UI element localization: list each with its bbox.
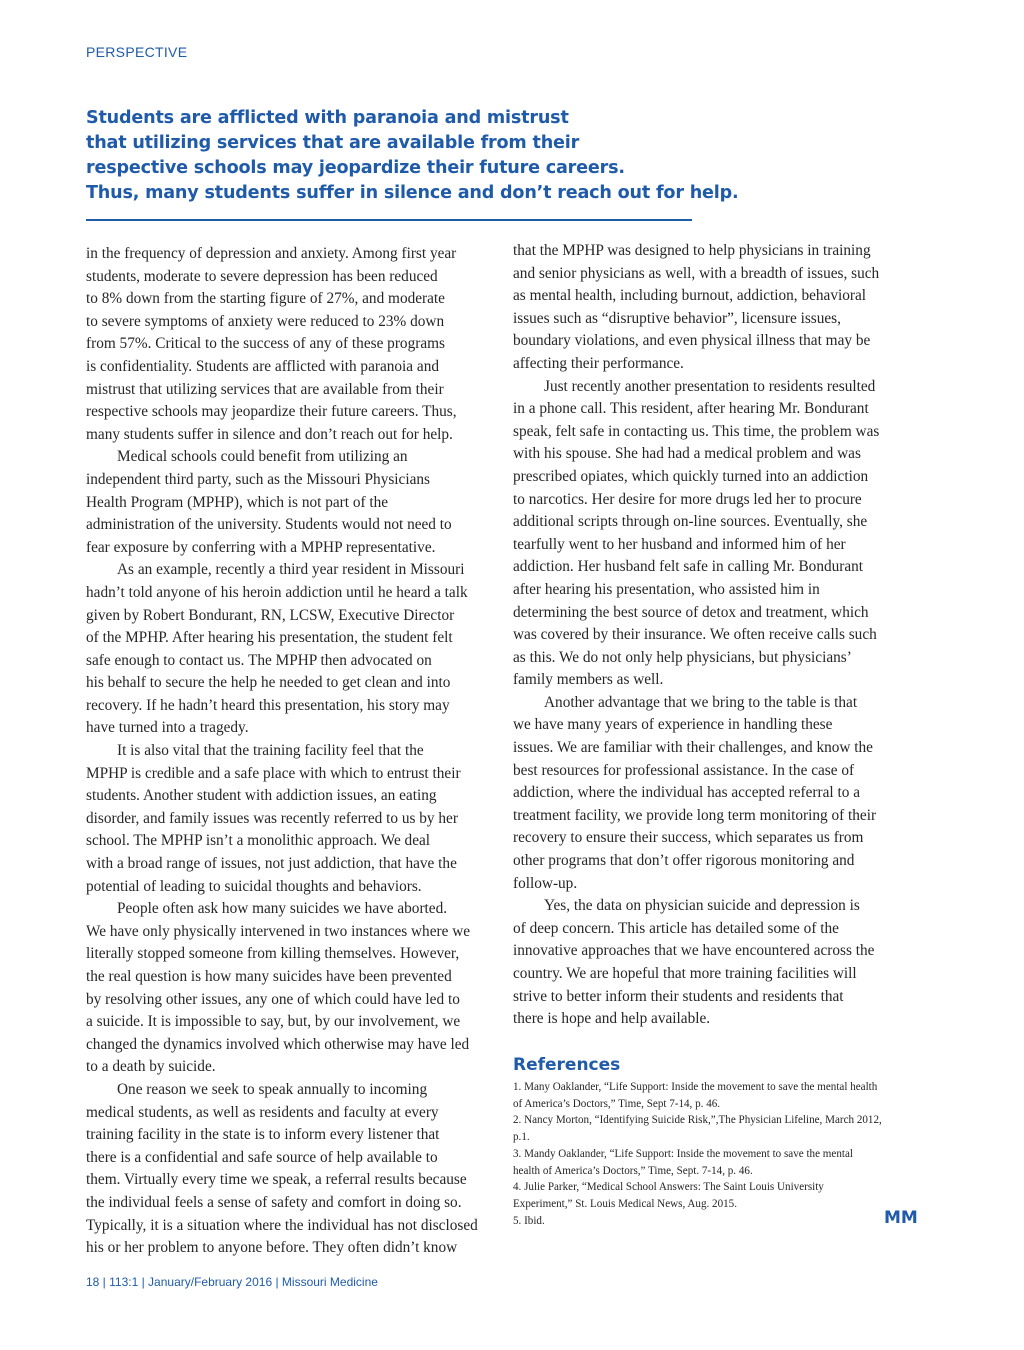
text-line: Typically, it is a situation where the individual has not disclosed [86, 1216, 478, 1234]
text-line: addiction, where the individual has accepted referral to a [513, 784, 860, 802]
text-line: with a broad range of issues, not just addiction, that have the [86, 855, 457, 873]
text-line: Health Program (MPHP), which is not part of the [86, 493, 389, 511]
text-line: to a death by suicide. [86, 1058, 216, 1076]
end-mark: MM [884, 1208, 918, 1228]
text-line: his behalf to secure the help he needed to get clean and into [86, 674, 451, 692]
text-line: from 57%. Critical to the success of any of these programs [86, 335, 445, 353]
text-line: many students suffer in silence and don’t reach out for help. [86, 425, 453, 443]
text-line: them. Virtually every time we speak, a referral results because [86, 1171, 467, 1189]
text-line: People often ask how many suicides we have aborted. [117, 900, 448, 918]
text-line: best resources for professional assistance. In the case of [513, 761, 855, 779]
text-line: follow-up. [513, 874, 578, 892]
text-line: fear exposure by conferring with a MPHP representative. [86, 538, 436, 556]
text-line: innovative approaches that we have encountered across the [513, 942, 875, 960]
text-line: a suicide. It is impossible to say, but, by our involvement, we [86, 1013, 461, 1031]
reference-line: 3. Mandy Oaklander, “Life Support: Inside the movement to save the mental [513, 1147, 853, 1160]
section-label: PERSPECTIVE [86, 44, 188, 60]
text-line: mistrust that utilizing services that are available from their [86, 380, 444, 398]
text-line: after hearing his presentation, who assisted him in [513, 580, 820, 598]
text-line: school. The MPHP isn’t a monolithic approach. We deal [86, 832, 431, 850]
text-line: of the MPHP. After hearing his presentation, the student felt [86, 629, 453, 647]
pullquote-line: Students are afflicted with paranoia and mistrust [86, 108, 569, 128]
text-line: recovery. If he hadn’t heard this presentation, his story may [86, 696, 450, 714]
text-line: that the MPHP was designed to help physicians in training [513, 242, 871, 259]
right-column [513, 240, 925, 1031]
text-line: issues. We are familiar with their challenges, and know the [513, 739, 873, 757]
text-line: It is also vital that the training facility feel that the [117, 742, 424, 760]
text-line: Yes, the data on physician suicide and depression is [544, 897, 860, 915]
text-line: We have only physically intervened in two instances where we [86, 922, 471, 940]
text-line: country. We are hopeful that more training facilities will [513, 965, 857, 982]
text-line: in a phone call. This resident, after hearing Mr. Bondurant [513, 400, 869, 418]
text-line: As an example, recently a third year resident in Missouri [117, 561, 465, 579]
text-line: and senior physicians as well, with a breadth of issues, such [513, 264, 880, 282]
text-line: Another advantage that we bring to the table is that [544, 693, 858, 711]
page-footer: 18 | 113:1 | January/February 2016 | Missouri Medicine [86, 1275, 378, 1289]
text-line: family members as well. [513, 671, 664, 689]
reference-line: Experiment,” St. Louis Medical News, Aug. 2015. [513, 1197, 737, 1210]
text-line: hadn’t told anyone of his heroin addiction until he heard a talk [86, 583, 468, 601]
left-column [86, 243, 498, 1260]
text-line: students. Another student with addiction issues, an eating [86, 787, 437, 805]
text-line: strive to better inform their students and residents that [513, 987, 844, 1005]
text-line: addiction. Her husband felt safe in calling Mr. Bondurant [513, 558, 864, 576]
text-line: determining the best source of detox and treatment, which [513, 603, 869, 621]
text-line: medical students, as well as residents and faculty at every [86, 1103, 439, 1121]
text-line: to narcotics. Her desire for more drugs led her to procure [513, 490, 862, 508]
text-line: we have many years of experience in handling these [513, 716, 833, 734]
text-line: as mental health, including burnout, addiction, behavioral [513, 287, 867, 305]
references-list [513, 1079, 925, 1229]
text-line: respective schools may jeopardize their future careers. Thus, [86, 403, 457, 421]
text-line: have turned into a tragedy. [86, 719, 249, 737]
text-line: his or her problem to anyone before. They often didn’t know [86, 1239, 458, 1257]
reference-line: 4. Julie Parker, “Medical School Answers: The Saint Louis University [513, 1181, 824, 1194]
text-line: to 8% down from the starting figure of 27%, and moderate [86, 290, 445, 308]
references-heading: References [513, 1055, 621, 1075]
text-line: issues such as “disruptive behavior”, licensure issues, [513, 309, 841, 327]
text-line: there is a confidential and safe source of help available to [86, 1148, 438, 1166]
pullquote-line: Thus, many students suffer in silence and don’t reach out for help. [86, 183, 739, 203]
reference-line: 2. Nancy Morton, “Identifying Suicide Risk,”,The Physician Lifeline, March 2012, [513, 1114, 882, 1127]
text-line: prescribed opiates, which quickly turned into an addiction [513, 467, 869, 485]
reference-line: health of America’s Doctors,” Time, Sept. 7-14, p. 46. [513, 1164, 753, 1177]
text-line: safe enough to contact us. The MPHP then advocated on [86, 651, 432, 669]
reference-line: p.1. [513, 1131, 530, 1144]
text-line: literally stopped someone from killing themselves. However, [86, 945, 460, 963]
pullquote-line: respective schools may jeopardize their future careers. [86, 158, 625, 178]
text-line: treatment facility, we provide long term monitoring of their [513, 806, 877, 824]
text-line: given by Robert Bondurant, RN, LCSW, Executive Director [86, 606, 455, 624]
text-line: by resolving other issues, any one of which could have led to [86, 990, 460, 1008]
pullquote-line: that utilizing services that are available from their [86, 133, 580, 153]
pullquote-divider [86, 219, 692, 221]
text-line: tearfully went to her husband and informed him of her [513, 535, 846, 553]
text-line: administration of the university. Students would not need to [86, 516, 452, 534]
text-line: affecting their performance. [513, 354, 684, 372]
text-line: One reason we seek to speak annually to incoming [117, 1080, 428, 1098]
text-line: the real question is how many suicides have been prevented [86, 968, 452, 985]
text-line: to severe symptoms of anxiety were reduced to 23% down [86, 312, 445, 330]
text-line: there is hope and help available. [513, 1010, 711, 1028]
text-line: as this. We do not only help physicians, but physicians’ [513, 648, 852, 666]
pullquote [86, 106, 739, 206]
text-line: with his spouse. She had had a medical problem and was [513, 445, 861, 463]
text-line: is confidentiality. Students are afflicted with paranoia and [86, 357, 439, 375]
text-line: of deep concern. This article has detailed some of the [513, 919, 839, 937]
text-line: potential of leading to suicidal thoughts and behaviors. [86, 877, 422, 895]
text-line: recovery to ensure their success, which separates us from [513, 829, 864, 847]
reference-line: 5. Ibid. [513, 1214, 545, 1227]
text-line: changed the dynamics involved which otherwise may have led [86, 1035, 470, 1053]
text-line: Just recently another presentation to residents resulted [544, 377, 876, 395]
text-line: boundary violations, and even physical illness that may be [513, 332, 871, 350]
text-line: disorder, and family issues was recently referred to us by her [86, 809, 458, 827]
text-line: was covered by their insurance. We often receive calls such [513, 626, 877, 644]
text-line: Medical schools could benefit from utilizing an [117, 448, 408, 466]
text-line: MPHP is credible and a safe place with which to entrust their [86, 764, 461, 782]
reference-line: 1. Many Oaklander, “Life Support: Inside the movement to save the mental health [513, 1081, 878, 1093]
text-line: speak, felt safe in contacting us. This time, the problem was [513, 422, 880, 440]
text-line: independent third party, such as the Missouri Physicians [86, 470, 430, 488]
text-line: additional scripts through on-line sources. Eventually, she [513, 513, 868, 531]
text-line: students, moderate to severe depression has been reduced [86, 267, 438, 285]
text-line: training facility in the state is to inform every listener that [86, 1126, 440, 1144]
reference-line: of America’s Doctors,” Time, Sept 7-14, p. 46. [513, 1097, 721, 1110]
text-line: the individual feels a sense of safety and comfort in doing so. [86, 1193, 462, 1211]
text-line: other programs that don’t offer rigorous monitoring and [513, 852, 855, 870]
text-line: in the frequency of depression and anxiety. Among first year [86, 245, 457, 262]
